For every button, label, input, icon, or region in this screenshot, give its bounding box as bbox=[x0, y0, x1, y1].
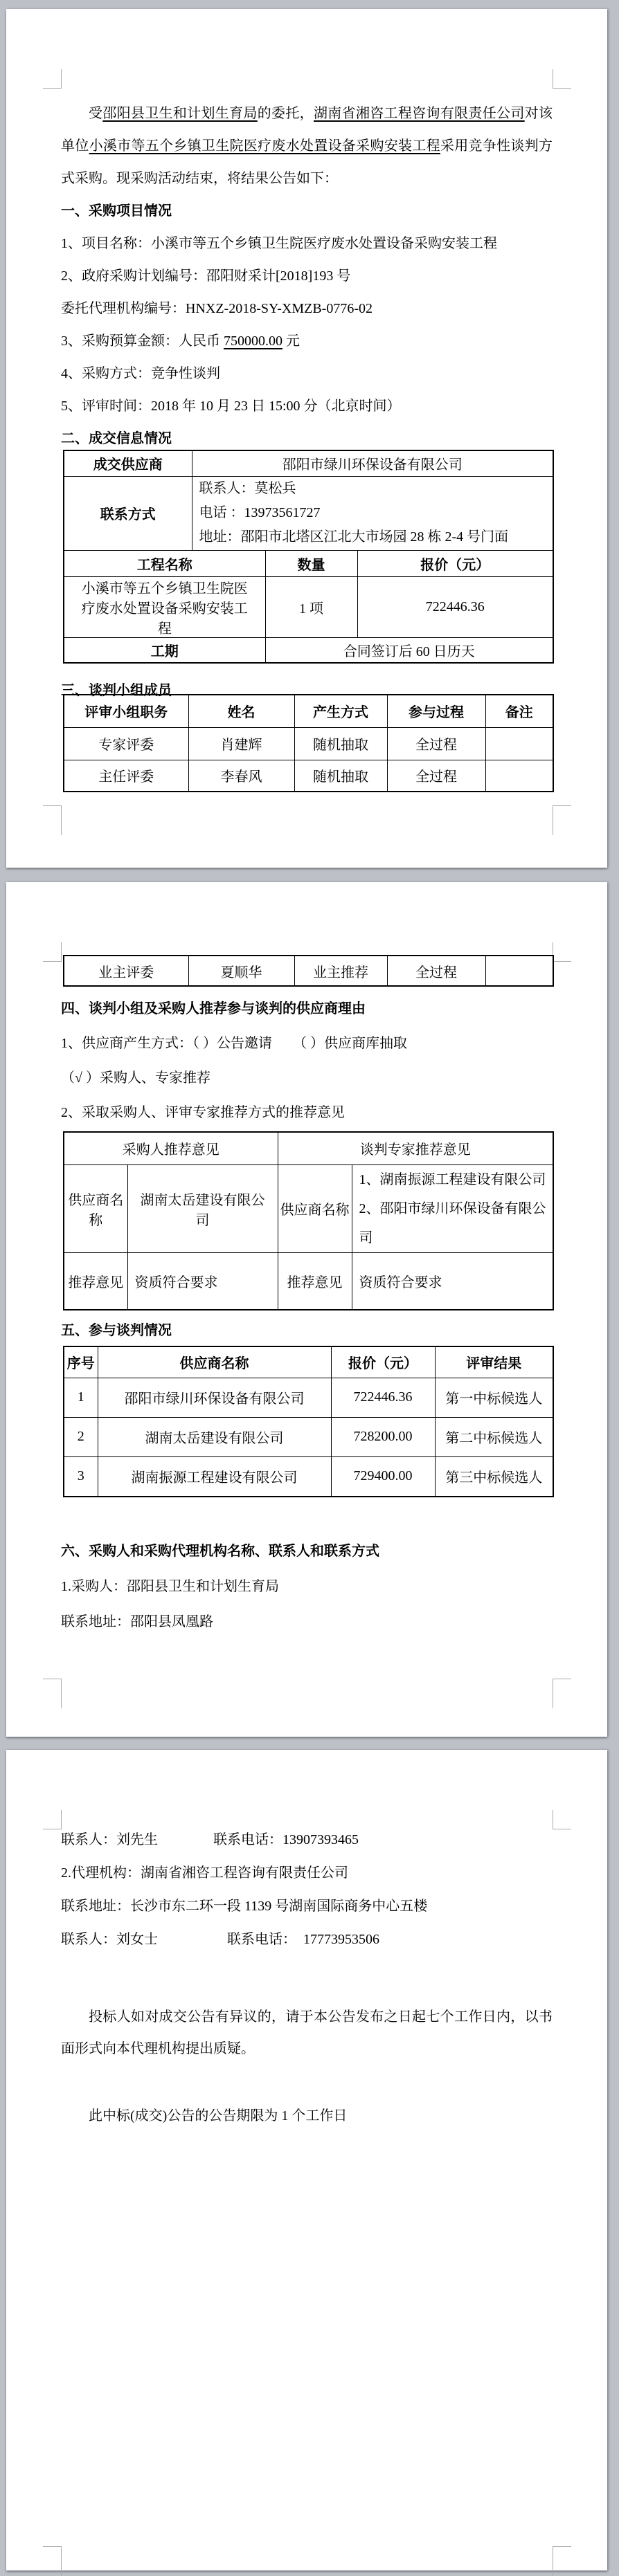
table-row bbox=[64, 956, 553, 986]
deal-duration-value: 合同签订后 60 日历天 bbox=[265, 637, 553, 663]
deal-price-value: 722446.36 bbox=[357, 576, 553, 637]
deal-col-qty: 数量 bbox=[265, 550, 357, 576]
bids-cell: 2 bbox=[64, 1417, 98, 1456]
section-heading-5: 五、参与谈判情况 bbox=[61, 1323, 172, 1338]
section-heading-2: 二、成交信息情况 bbox=[61, 431, 172, 446]
rec-op-label2: 推荐意见 bbox=[278, 1252, 352, 1310]
margin-corner-mark bbox=[553, 2546, 571, 2576]
item-review-time: 5、评审时间：2018 年 10 月 23 日 15:00 分（北京时间） bbox=[61, 399, 401, 414]
agency-name-line: 2.代理机构：湖南省湘咨工程咨询有限责任公司 bbox=[61, 1865, 348, 1881]
bids-cell: 729400.00 bbox=[331, 1456, 435, 1497]
margin-corner-mark bbox=[43, 2546, 62, 2576]
margin-corner-mark bbox=[43, 942, 62, 962]
item-agency-number: 委托代理机构编号：HNXZ-2018-SY-XMZB-0776-02 bbox=[61, 301, 373, 316]
negotiation-panel-table bbox=[63, 694, 554, 792]
section-heading-4: 四、谈判小组及采购人推荐参与谈判的供应商理由 bbox=[61, 1001, 366, 1016]
supplier-source-line: 1、供应商产生方式：（ ）公告邀请 （ ）供应商库抽取 bbox=[61, 1036, 407, 1051]
page2-text-flow bbox=[61, 992, 553, 1130]
document-page-1 bbox=[6, 9, 607, 868]
rec-expert-name-1: 1、湖南振源工程建设有限公司 bbox=[359, 1171, 546, 1187]
margin-corner-mark bbox=[553, 1679, 571, 1708]
item-plan-number: 2、政府采购计划编号：邵阳财采计[2018]193 号 bbox=[61, 268, 351, 284]
panel-col-method: 产生方式 bbox=[294, 695, 387, 727]
margin-corner-mark bbox=[553, 69, 571, 89]
panel-cell: 夏顺华 bbox=[188, 956, 294, 986]
buyer-address-line: 联系地址：邵阳县凤凰路 bbox=[61, 1614, 213, 1629]
margin-corner-mark bbox=[553, 1810, 571, 1829]
panel-col-process: 参与过程 bbox=[387, 695, 485, 727]
recommendation-line: 2、采取采购人、评审专家推荐方式的推荐意见 bbox=[61, 1105, 345, 1120]
page2-heading5-flow bbox=[61, 1315, 553, 1347]
panel-cell: 业主评委 bbox=[64, 956, 188, 986]
margin-corner-mark bbox=[43, 1679, 62, 1708]
item-method: 4、采购方式：竞争性谈判 bbox=[61, 366, 220, 381]
panel-cell: 业主推荐 bbox=[294, 956, 387, 986]
item-project-name: 1、项目名称：小溪市等五个乡镇卫生院医疗废水处置设备采购安装工程 bbox=[61, 236, 497, 251]
margin-corner-mark bbox=[43, 805, 62, 835]
margin-corner-mark bbox=[553, 805, 571, 835]
table-row bbox=[64, 1378, 553, 1417]
panel-cell: 随机抽取 bbox=[294, 727, 387, 760]
intro-paragraph: 受邵阳县卫生和计划生育局的委托，湖南省湘咨工程咨询有限责任公司对该单位小溪市等五个乡镇卫生院医疗废水处置设备采购安装工程采用竞争性谈判方式采购。现采购活动结束，将结果公告如下： bbox=[61, 106, 553, 186]
bids-cell: 728200.00 bbox=[331, 1417, 435, 1456]
panel-cell: 随机抽取 bbox=[294, 760, 387, 792]
objection-flow bbox=[61, 2001, 553, 2065]
panel-cell: 主任评委 bbox=[64, 760, 188, 792]
deal-project-value: 小溪市等五个乡镇卫生院医疗废水处置设备采购安装工程 bbox=[64, 576, 265, 637]
rec-header-expert: 谈判专家推荐意见 bbox=[278, 1132, 553, 1164]
deal-contact-label: 联系方式 bbox=[64, 476, 192, 550]
panel-col-role: 评审小组职务 bbox=[64, 695, 188, 727]
panel-cell: 全过程 bbox=[387, 760, 485, 792]
bids-cell: 722446.36 bbox=[331, 1378, 435, 1417]
bids-col-supplier: 供应商名称 bbox=[98, 1346, 331, 1378]
panel-cell: 李春风 bbox=[188, 760, 294, 792]
rec-op-label: 推荐意见 bbox=[64, 1252, 127, 1310]
agency-contact-line: 联系人：刘女士 联系电话： 17773953506 bbox=[61, 1932, 379, 1947]
table-row bbox=[64, 760, 553, 792]
section-heading-3: 三、谈判小组成员 bbox=[61, 683, 172, 698]
bids-cell: 第三中标候选人 bbox=[435, 1456, 553, 1497]
margin-corner-mark bbox=[43, 1810, 62, 1829]
panel-cell bbox=[485, 760, 553, 792]
buyer-contact-line: 联系人：刘先生 联系电话：13907393465 bbox=[61, 1832, 359, 1847]
rec-buyer-op: 资质符合要求 bbox=[127, 1252, 278, 1310]
panel-col-name: 姓名 bbox=[188, 695, 294, 727]
supplier-source-checked: （√ ）采购人、专家推荐 bbox=[61, 1070, 210, 1086]
deal-qty-value: 1 项 bbox=[265, 576, 357, 637]
rec-buyer-name: 湖南太岳建设有限公司 bbox=[127, 1164, 278, 1252]
bids-cell: 湖南太岳建设有限公司 bbox=[98, 1417, 331, 1456]
contact-person: 联系人：莫松兵 bbox=[199, 481, 296, 496]
bids-col-price: 报价（元） bbox=[331, 1346, 435, 1378]
page1-text-flow bbox=[61, 98, 553, 455]
negotiation-panel-table-continued bbox=[63, 955, 554, 987]
objection-paragraph: 投标人如对成交公告有异议的，请于本公告发布之日起七个工作日内，以书面形式向本代理机构提出质疑。 bbox=[61, 2009, 553, 2056]
rec-name-label: 供应商名称 bbox=[64, 1164, 127, 1252]
bids-col-result: 评审结果 bbox=[435, 1346, 553, 1378]
buyer-name-line: 1.采购人：邵阳县卫生和计划生育局 bbox=[61, 1579, 279, 1594]
table-row bbox=[64, 1456, 553, 1497]
section-heading-6: 六、采购人和采购代理机构名称、联系人和联系方式 bbox=[61, 1544, 379, 1559]
document-page-2 bbox=[6, 882, 607, 1737]
panel-cell: 肖建辉 bbox=[188, 727, 294, 760]
bids-col-index: 序号 bbox=[64, 1346, 98, 1378]
table-row bbox=[64, 727, 553, 760]
bids-cell: 第一中标候选人 bbox=[435, 1378, 553, 1417]
panel-col-remark: 备注 bbox=[485, 695, 553, 727]
recommendation-table bbox=[63, 1131, 554, 1310]
deal-info-table bbox=[63, 450, 554, 664]
section-heading-1: 一、采购项目情况 bbox=[61, 203, 172, 219]
agency-address-line: 联系地址：长沙市东二环一段 1139 号湖南国际商务中心五楼 bbox=[61, 1899, 428, 1914]
page3-contacts-flow bbox=[61, 1823, 553, 1956]
panel-cell bbox=[485, 956, 553, 986]
contact-address: 地址：邵阳市北塔区江北大市场园 28 栋 2-4 号门面 bbox=[199, 529, 509, 545]
panel-cell bbox=[485, 727, 553, 760]
rec-expert-op: 资质符合要求 bbox=[352, 1252, 553, 1310]
contact-phone: 电话 ：13973561727 bbox=[199, 505, 321, 520]
page2-contacts-flow bbox=[61, 1534, 553, 1640]
bids-cell: 3 bbox=[64, 1456, 98, 1497]
margin-corner-mark bbox=[43, 69, 62, 89]
rec-expert-names bbox=[352, 1164, 553, 1252]
deal-contact-value bbox=[192, 476, 553, 550]
bids-cell: 邵阳市绿川环保设备有限公司 bbox=[98, 1378, 331, 1417]
deal-col-project: 工程名称 bbox=[64, 550, 265, 576]
panel-cell: 全过程 bbox=[387, 727, 485, 760]
deal-supplier-label: 成交供应商 bbox=[64, 450, 192, 476]
bids-table bbox=[63, 1346, 554, 1497]
deal-supplier-value: 邵阳市绿川环保设备有限公司 bbox=[192, 450, 553, 476]
margin-corner-mark bbox=[553, 942, 571, 962]
deal-col-price: 报价（元） bbox=[357, 550, 553, 576]
bids-cell: 第二中标候选人 bbox=[435, 1417, 553, 1456]
deal-duration-label: 工期 bbox=[64, 637, 265, 663]
rec-header-buyer: 采购人推荐意见 bbox=[64, 1132, 278, 1164]
bids-cell: 1 bbox=[64, 1378, 98, 1417]
rec-name-label2: 供应商名称 bbox=[278, 1164, 352, 1252]
item-budget: 3、采购预算金额：人民币 750000.00 元 bbox=[61, 334, 300, 349]
bids-cell: 湖南振源工程建设有限公司 bbox=[98, 1456, 331, 1497]
notice-period-line: 此中标(成交)公告的公告期限为 1 个工作日 bbox=[89, 2108, 348, 2123]
panel-cell: 专家评委 bbox=[64, 727, 188, 760]
document-page-3 bbox=[6, 1750, 607, 2570]
table-row bbox=[64, 1417, 553, 1456]
notice-period-flow bbox=[61, 2100, 553, 2132]
panel-cell: 全过程 bbox=[387, 956, 485, 986]
rec-expert-name-2: 2、邵阳市绿川环保设备有限公司 bbox=[359, 1200, 546, 1245]
